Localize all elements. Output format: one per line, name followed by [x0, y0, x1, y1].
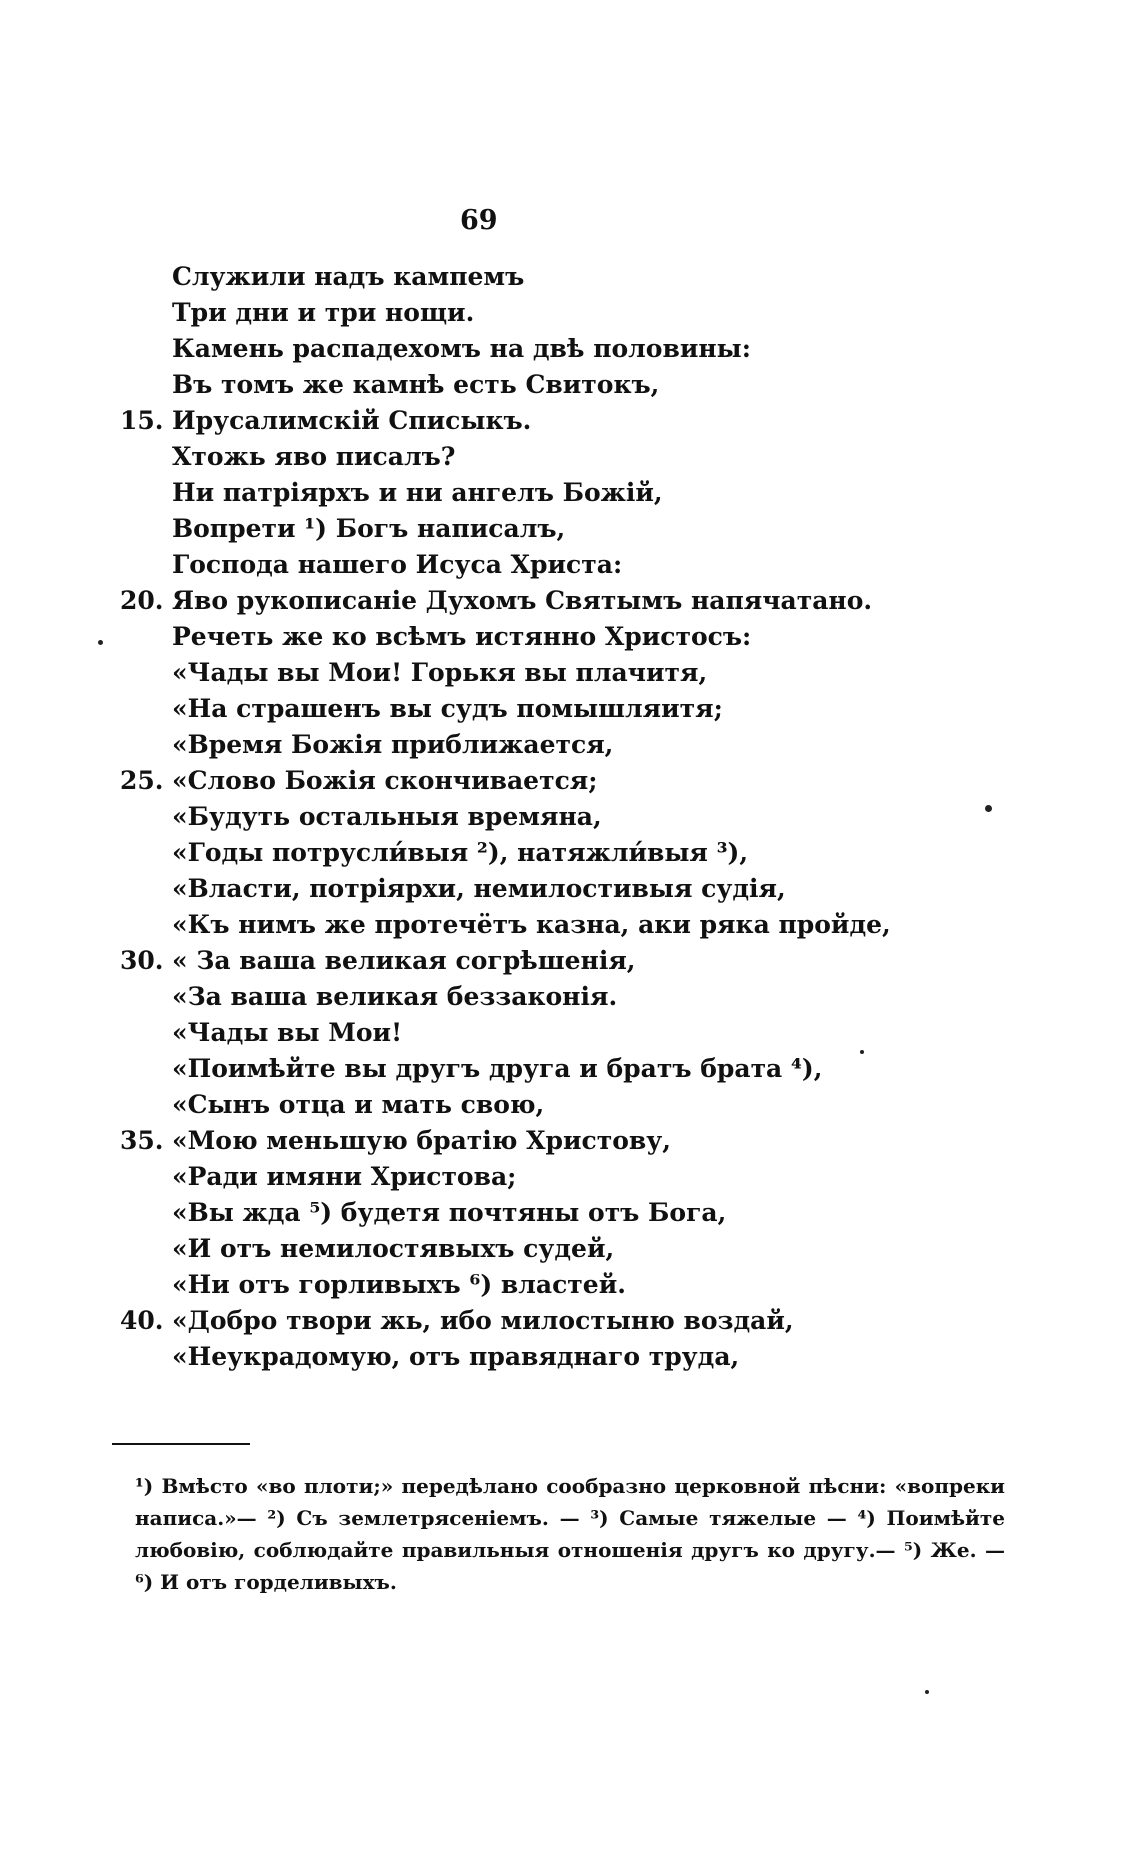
verse-line-number: 15. — [120, 406, 164, 435]
verse-line-text: «Чады вы Мои! Горькя вы плачитя, — [172, 658, 708, 687]
verse-line-text: «Чады вы Мои! — [172, 1018, 403, 1047]
verse-line-text: «И отъ немилостявыхъ судей, — [172, 1234, 615, 1263]
verse-line-text: «Вы жда ⁵) будетя почтяны отъ Бога, — [172, 1198, 727, 1227]
verse-line — [120, 478, 1020, 514]
verse-line — [120, 1126, 1020, 1162]
verse-line — [120, 694, 1020, 730]
verse-line — [120, 622, 1020, 658]
verse-line-text: «Ради имяни Христова; — [172, 1162, 517, 1191]
verse-line — [120, 730, 1020, 766]
verse-line — [120, 298, 1020, 334]
verse-line-text: Ни патріярхъ и ни ангелъ Божій, — [172, 478, 663, 507]
verse-line-text: «За ваша великая беззаконія. — [172, 982, 618, 1011]
verse-line — [120, 1342, 1020, 1378]
verse-line-text: «Мою меньшую братію Христову, — [172, 1126, 671, 1155]
verse-line-text: Хтожь яво писалъ? — [172, 442, 456, 471]
verse-line-number: 35. — [120, 1126, 164, 1155]
footnotes — [135, 1470, 1005, 1598]
verse-line — [120, 442, 1020, 478]
verse-line-text: «Сынъ отца и мать свою, — [172, 1090, 545, 1119]
verse-line-text: Въ томъ же камнѣ есть Свитокъ, — [172, 370, 660, 399]
verse-line — [120, 514, 1020, 550]
verse-line — [120, 1162, 1020, 1198]
verse-line-text: Ирусалимскій Списыкъ. — [172, 406, 532, 435]
verse-line-text: Камень распадехомъ на двѣ половины: — [172, 334, 751, 363]
verse-line-text: «Годы потрусли́выя ²), натяжли́выя ³), — [172, 838, 749, 867]
footnote-continuation: написа.»— ²) Съ землетрясеніемъ. — ³) Самые тяжелые — ⁴) Поимѣйте любовію, соблюдайте правильныя отношенія другъ ко другу.— ⁵) Же. — ⁶) И отъ горделивыхъ. — [135, 1506, 1005, 1594]
verse-line-text: Господа нашего Исуса Христа: — [172, 550, 623, 579]
verse-line-number: 40. — [120, 1306, 164, 1335]
verse-line-text: «На страшенъ вы судъ помышляитя; — [172, 694, 723, 723]
ink-speck — [860, 1050, 864, 1054]
verse-line-text: Вопрети ¹) Богъ написалъ, — [172, 514, 566, 543]
ink-speck — [98, 640, 103, 645]
verse-line — [120, 370, 1020, 406]
verse-line-number: 25. — [120, 766, 164, 795]
verse-line — [120, 1198, 1020, 1234]
verse-line — [120, 1018, 1020, 1054]
verse-line — [120, 982, 1020, 1018]
verse-line-text: «Будуть остальныя времяна, — [172, 802, 602, 831]
verse-line-text: Яво рукописаніе Духомъ Святымъ напячатано. — [172, 586, 873, 615]
footnote-rule — [112, 1443, 250, 1445]
verse-line-number: 30. — [120, 946, 164, 975]
verse-line-text: Три дни и три нощи. — [172, 298, 475, 327]
verse-line — [120, 406, 1020, 442]
ink-speck — [925, 1690, 929, 1694]
verse-line-text: «Добро твори жь, ибо милостыню воздай, — [172, 1306, 794, 1335]
verse-line-text: «Ни отъ горливыхъ ⁶) властей. — [172, 1270, 626, 1299]
verse-line-text: «Къ нимъ же протечётъ казна, аки ряка пройде, — [172, 910, 891, 939]
verse-line — [120, 550, 1020, 586]
verse-line — [120, 1234, 1020, 1270]
verse-list — [120, 262, 1020, 1378]
verse-line-text: Служили надъ кампемъ — [172, 262, 525, 291]
verse-line-text: «Неукрадомую, отъ правяднаго труда, — [172, 1342, 740, 1371]
verse-line — [120, 946, 1020, 982]
verse-line-text: «Время Божія приближается, — [172, 730, 614, 759]
verse-line-text: «Слово Божія скончивается; — [172, 766, 598, 795]
verse-line — [120, 658, 1020, 694]
ink-speck — [985, 805, 992, 812]
verse-line — [120, 910, 1020, 946]
verse-line-text: «Власти, потріярхи, немилостивыя судія, — [172, 874, 786, 903]
footnote-first-line: ¹) Вмѣсто «во плоти;» передѣлано сообразно церковной пѣсни: «вопреки — [135, 1474, 1005, 1498]
verse-line — [120, 1306, 1020, 1342]
verse-line — [120, 1090, 1020, 1126]
verse-line — [120, 1054, 1020, 1090]
verse-line — [120, 1270, 1020, 1306]
verse-line — [120, 766, 1020, 802]
verse-line — [120, 874, 1020, 910]
verse-line-text: « За ваша великая согрѣшенія, — [172, 946, 636, 975]
verse-line — [120, 586, 1020, 622]
page-number: 69 — [460, 205, 498, 236]
verse-line-text: «Поимѣйте вы другъ друга и братъ брата ⁴), — [172, 1054, 823, 1083]
verse-line — [120, 334, 1020, 370]
verse-line-number: 20. — [120, 586, 164, 615]
verse-line — [120, 802, 1020, 838]
verse-line — [120, 838, 1020, 874]
verse-line — [120, 262, 1020, 298]
verse-line-text: Речеть же ко всѣмъ истянно Христосъ: — [172, 622, 752, 651]
